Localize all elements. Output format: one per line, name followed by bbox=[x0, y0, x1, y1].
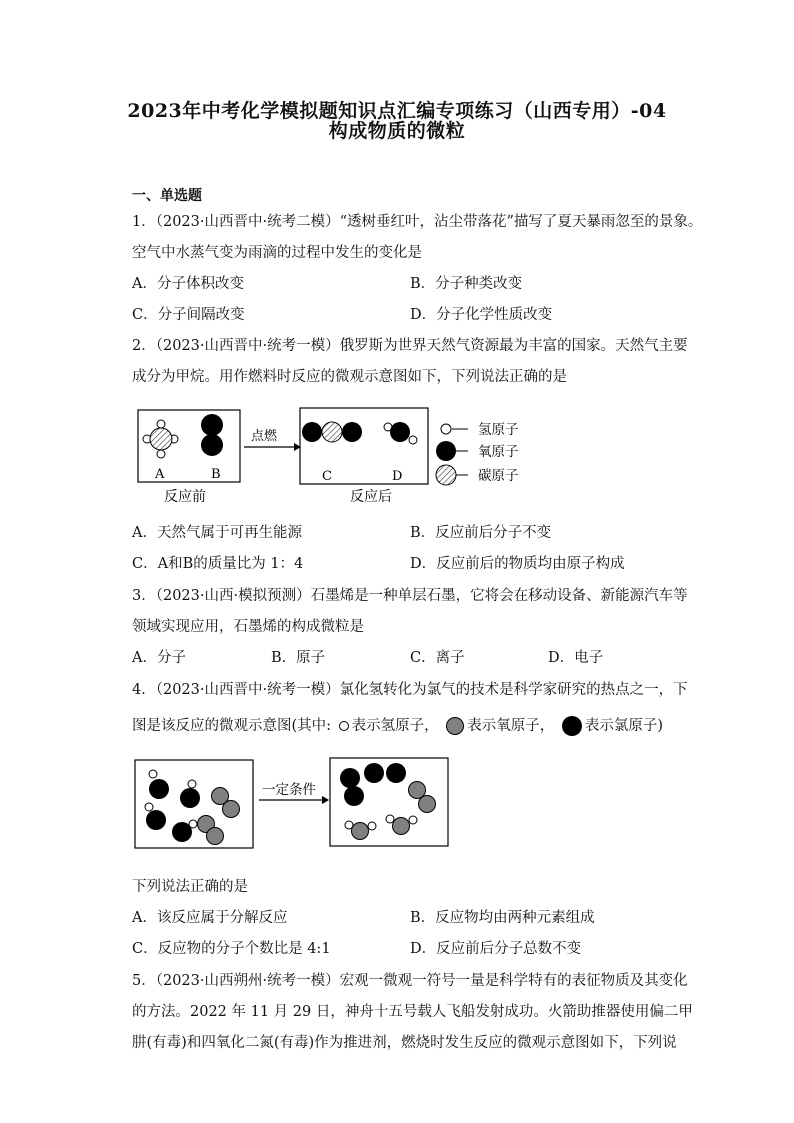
o2-molecules bbox=[198, 788, 240, 845]
q5-stem-line1: 5．（2023·山西朔州·统考一模）宏观一微观一符号一量是科学特有的表征物质及其变化 bbox=[132, 973, 688, 989]
q5-stem-line2: 的方法。2022 年 11 月 29 日，神舟十五号载人飞船发射成功。火箭助推器使用偏二甲 bbox=[132, 1004, 693, 1020]
q4-stem-line1: 4．（2023·山西晋中·统考一模）氯化氢转化为氯气的技术是科学家研究的热点之一，下 bbox=[132, 682, 688, 698]
oxygen-molecule bbox=[201, 414, 223, 456]
legend-carbon-icon bbox=[436, 465, 456, 485]
legend-oxygen: 氧原子 bbox=[478, 444, 519, 460]
methane-molecule bbox=[143, 420, 178, 458]
q2-stem-line2: 成分为甲烷。用作燃料时反应的微观示意图如下，下列说法正确的是 bbox=[132, 369, 567, 385]
legend-oxygen-icon bbox=[436, 441, 456, 461]
cl2-molecules bbox=[340, 763, 406, 806]
q1-stem-line1: 1．（2023·山西晋中·统考二模）“透树垂红叶，沾尘带落花”描写了夏天暴雨忽至的景象。 bbox=[132, 214, 703, 230]
q2-option-b: B．反应前后分子不变 bbox=[410, 525, 552, 541]
label-a: A bbox=[155, 467, 165, 482]
q1-option-c: C．分子间隔改变 bbox=[132, 307, 245, 323]
oxygen-atom-icon bbox=[445, 716, 465, 736]
q4-option-d: D．反应前后分子总数不变 bbox=[410, 941, 582, 957]
q3-stem-line2: 领域实现应用，石墨烯的构成微粒是 bbox=[132, 619, 364, 635]
label-before: 反应前 bbox=[164, 489, 206, 505]
condition-ignite: 点燃 bbox=[251, 429, 278, 444]
q1-option-b: B．分子种类改变 bbox=[410, 276, 523, 292]
q3-stem-line1: 3．（2023·山西·模拟预测）石墨烯是一种单层石墨，它将会在移动设备、新能源汽车等 bbox=[132, 588, 688, 604]
q3-option-c: C．离子 bbox=[410, 650, 465, 666]
q4-legend-hydrogen: 表示氢原子， bbox=[351, 718, 439, 734]
q1-stem-line2: 空气中水蒸气变为雨滴的过程中发生的变化是 bbox=[132, 245, 422, 261]
q4-legend-oxygen: 表示氧原子， bbox=[467, 718, 555, 734]
h2o-molecules bbox=[345, 815, 417, 840]
hydrogen-atom-icon bbox=[338, 720, 350, 732]
q2-option-d: D．反应前后的物质均由原子构成 bbox=[410, 556, 625, 572]
q4-legend-chlorine: 表示氯原子) bbox=[584, 718, 664, 734]
q4-option-c: C．反应物的分子个数比是 4:1 bbox=[132, 941, 331, 957]
legend-hydrogen: 氢原子 bbox=[478, 422, 519, 438]
after-box bbox=[300, 408, 428, 484]
q1-option-a: A．分子体积改变 bbox=[132, 276, 244, 292]
section-heading: 一、单选题 bbox=[132, 188, 202, 204]
q3-option-d: D．电子 bbox=[548, 650, 604, 666]
condition-text: 一定条件 bbox=[262, 782, 316, 798]
q4-stem-line2 bbox=[132, 715, 663, 737]
co2-molecule bbox=[302, 422, 362, 442]
q1-option-d: D．分子化学性质改变 bbox=[410, 307, 553, 323]
label-d: D bbox=[392, 469, 403, 484]
page-title-line2: 构成物质的微粒 bbox=[328, 120, 466, 142]
q4-stem-line3: 下列说法正确的是 bbox=[132, 879, 248, 895]
legend-carbon: 碳原子 bbox=[478, 468, 519, 484]
page-title-line1: 2023年中考化学模拟题知识点汇编专项练习（山西专用）-04 bbox=[127, 100, 667, 122]
o2-molecule-after bbox=[409, 782, 436, 813]
q3-option-b: B．原子 bbox=[271, 650, 326, 666]
label-b: B bbox=[211, 467, 221, 482]
q2-reaction-diagram bbox=[134, 402, 534, 508]
q3-option-a: A．分子 bbox=[132, 650, 186, 666]
q4-reaction-diagram bbox=[134, 756, 454, 852]
q4-option-b: B．反应物均由两种元素组成 bbox=[410, 910, 595, 926]
q4-option-a: A．该反应属于分解反应 bbox=[132, 910, 288, 926]
q2-option-a: A．天然气属于可再生能源 bbox=[132, 525, 302, 541]
q4-legend-prefix: 图是该反应的微观示意图(其中: bbox=[132, 718, 332, 734]
water-molecule bbox=[384, 422, 417, 444]
hcl-molecules bbox=[145, 770, 200, 842]
label-c: C bbox=[322, 469, 332, 484]
chlorine-atom-icon bbox=[561, 715, 583, 737]
label-after: 反应后 bbox=[350, 489, 392, 505]
q2-option-c: C．A和B的质量比为 1：4 bbox=[132, 556, 304, 572]
legend-hydrogen-icon bbox=[441, 424, 451, 434]
q5-stem-line3: 肼(有毒)和四氧化二氮(有毒)作为推进剂，燃烧时发生反应的微观示意图如下，下列说 bbox=[132, 1035, 677, 1051]
q2-stem-line1: 2．（2023·山西晋中·统考一模）俄罗斯为世界天然气资源最为丰富的国家。天然气主要 bbox=[132, 338, 688, 354]
